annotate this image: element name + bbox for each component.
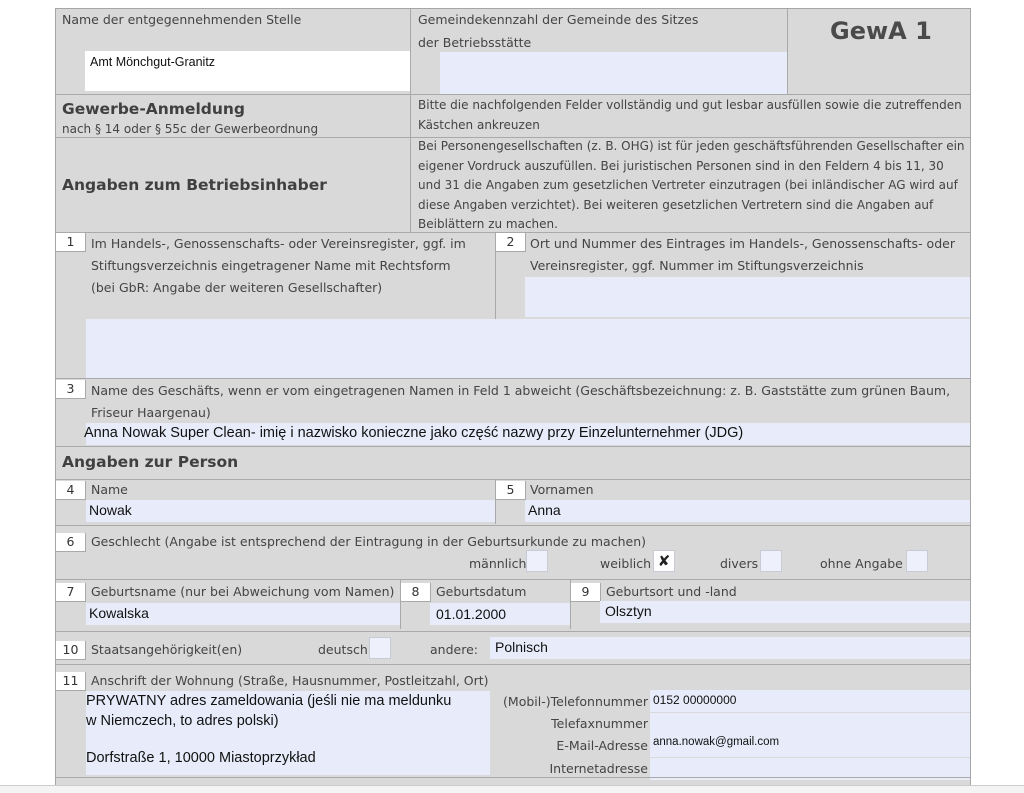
field-6-label: Geschlecht (Angabe ist entsprechend der Eintragung in der Geburtsurkunde zu machen): [91, 534, 646, 549]
person-section-heading: Angaben zur Person: [62, 453, 239, 471]
field-3-number: 3: [56, 380, 86, 399]
field-1-label-line3: (bei GbR: Angabe der weiteren Gesellschafter): [91, 280, 383, 295]
field-4-label: Name: [91, 482, 128, 497]
register-number-input[interactable]: [525, 277, 970, 317]
field-10-label: Staatsangehörigkeit(en): [91, 642, 243, 657]
office-input[interactable]: [85, 51, 410, 91]
business-name-value: Anna Nowak Super Clean- imię i nazwisko konieczne jako część nazwy przy Einzelunternehmer (JDG): [84, 425, 744, 441]
business-name-input[interactable]: [86, 423, 970, 445]
phone-label: (Mobil-)Telefonnummer: [503, 694, 648, 709]
municipal-label-1: Gemeindekennzahl der Gemeinde des Sitzes: [418, 12, 699, 27]
field-3-label-line2: Friseur Haargenau): [91, 405, 211, 420]
web-label: Internetadresse: [549, 761, 648, 776]
field-5-number: 5: [496, 481, 526, 500]
field-9-label: Geburtsort und -land: [606, 584, 737, 599]
field-4-number: 4: [56, 481, 86, 500]
nationality-german-checkbox[interactable]: [369, 637, 391, 659]
municipal-label-2: der Betriebsstätte: [418, 35, 532, 50]
first-name-value: Anna: [528, 502, 561, 518]
birth-name-input[interactable]: [86, 603, 400, 625]
owner-section-heading: Angaben zum Betriebsinhaber: [62, 176, 327, 194]
office-value: Amt Mönchgut-Granitz: [90, 55, 216, 69]
birth-name-value: Kowalska: [89, 605, 149, 621]
municipal-code-input[interactable]: [440, 52, 787, 94]
field-2-number: 2: [496, 233, 526, 252]
nationality-other-input[interactable]: [490, 637, 970, 659]
form-instruction: Bitte die nachfolgenden Felder vollständig und gut lesbar ausfüllen sowie die zutreffenden Kästchen ankreuzen: [418, 98, 962, 132]
field-9-number: 9: [571, 583, 601, 602]
field-1-number: 1: [56, 233, 86, 252]
birth-place-input[interactable]: [600, 601, 970, 623]
field-8-label: Geburtsdatum: [436, 584, 527, 599]
field-3-label-line1: Name des Geschäfts, wenn er vom eingetragenen Namen in Feld 1 abweicht (Geschäftsbezeichnung: z. B. Gaststätte zum grünen Baum,: [91, 383, 951, 398]
owner-section-note: Bei Personengesellschaften (z. B. OHG) ist für jeden geschäftsführenden Gesellschafter ein eigener Vordruck auszufüllen. Bei juristischen Personen sind in den Feldern 4 bis 11, 30 und 31 die Angaben zum gesetzlichen Vertreter einzutragen (bei inländischer AG wird auf diese Angaben verzichtet). Bei weiteren gesetzlichen Vertretern sind die Angaben auf Beiblättern zu machen.: [418, 139, 965, 231]
field-7-label: Geburtsname (nur bei Abweichung vom Namen): [91, 584, 395, 599]
field-1-label-line2: Stiftungsverzeichnis eingetragener Name mit Rechtsform: [91, 258, 451, 273]
form-subtitle: nach § 14 oder § 55c der Gewerbeordnung: [62, 122, 319, 136]
field-2-label-line1: Ort und Nummer des Eintrages im Handels-, Genossenschafts- oder: [530, 236, 955, 251]
email-value: anna.nowak@gmail.com: [653, 736, 780, 748]
phone-input[interactable]: [650, 690, 970, 712]
gender-none-checkbox[interactable]: [906, 550, 928, 572]
office-label: Name der entgegennehmenden Stelle: [62, 12, 302, 27]
nationality-other-label: andere:: [430, 642, 478, 657]
birth-date-value: 01.01.2000: [436, 606, 507, 622]
gewerbe-anmeldung-form: [55, 8, 971, 793]
field-11-label: Anschrift der Wohnung (Straße, Hausnummer, Postleitzahl, Ort): [91, 673, 489, 688]
birth-date-input[interactable]: [430, 603, 570, 625]
field-11-number: 11: [56, 672, 86, 691]
nationality-other-value: Polnisch: [495, 639, 548, 655]
first-name-input[interactable]: [525, 500, 970, 522]
last-name-value: Nowak: [89, 502, 132, 518]
nationality-german-label: deutsch: [318, 642, 368, 657]
address-line-3: Dorfstraße 1, 10000 Miastoprzykład: [86, 750, 316, 766]
fax-label: Telefaxnummer: [551, 716, 648, 731]
field-7-number: 7: [56, 583, 86, 602]
gender-female-checkbox[interactable]: [653, 550, 675, 572]
gender-none-label: ohne Angabe: [820, 556, 903, 571]
field-5-label: Vornamen: [530, 482, 594, 497]
field-6-number: 6: [56, 533, 86, 552]
register-name-input[interactable]: [86, 319, 970, 378]
address-line-2: w Niemczech, to adres polski): [86, 713, 279, 729]
form-title: Gewerbe-Anmeldung: [62, 100, 246, 118]
email-label: E-Mail-Adresse: [556, 738, 648, 753]
gender-female-label: weiblich: [600, 556, 652, 571]
email-input[interactable]: [650, 735, 970, 757]
gender-male-label: männlich: [469, 556, 527, 571]
field-1-label-line1: Im Handels-, Genossenschafts- oder Vereinsregister, ggf. im: [91, 236, 466, 251]
field-8-number: 8: [401, 583, 431, 602]
address-line-1: PRYWATNY adres zameldowania (jeśli nie ma meldunku: [86, 693, 452, 709]
form-id: GewA 1: [830, 17, 932, 45]
gender-male-checkbox[interactable]: [526, 550, 548, 572]
home-address-input[interactable]: [86, 691, 490, 775]
gender-diverse-label: divers: [720, 556, 759, 571]
phone-value: 0152 00000000: [653, 693, 737, 707]
last-name-input[interactable]: [86, 500, 495, 522]
fax-input[interactable]: [650, 713, 970, 735]
birth-place-value: Olsztyn: [605, 603, 652, 619]
field-2-label-line2: Vereinsregister, ggf. Nummer im Stiftungsverzeichnis: [530, 258, 864, 273]
gender-diverse-checkbox[interactable]: [760, 550, 782, 572]
checkmark-icon: ✘: [657, 552, 671, 570]
field-10-number: 10: [56, 641, 86, 660]
